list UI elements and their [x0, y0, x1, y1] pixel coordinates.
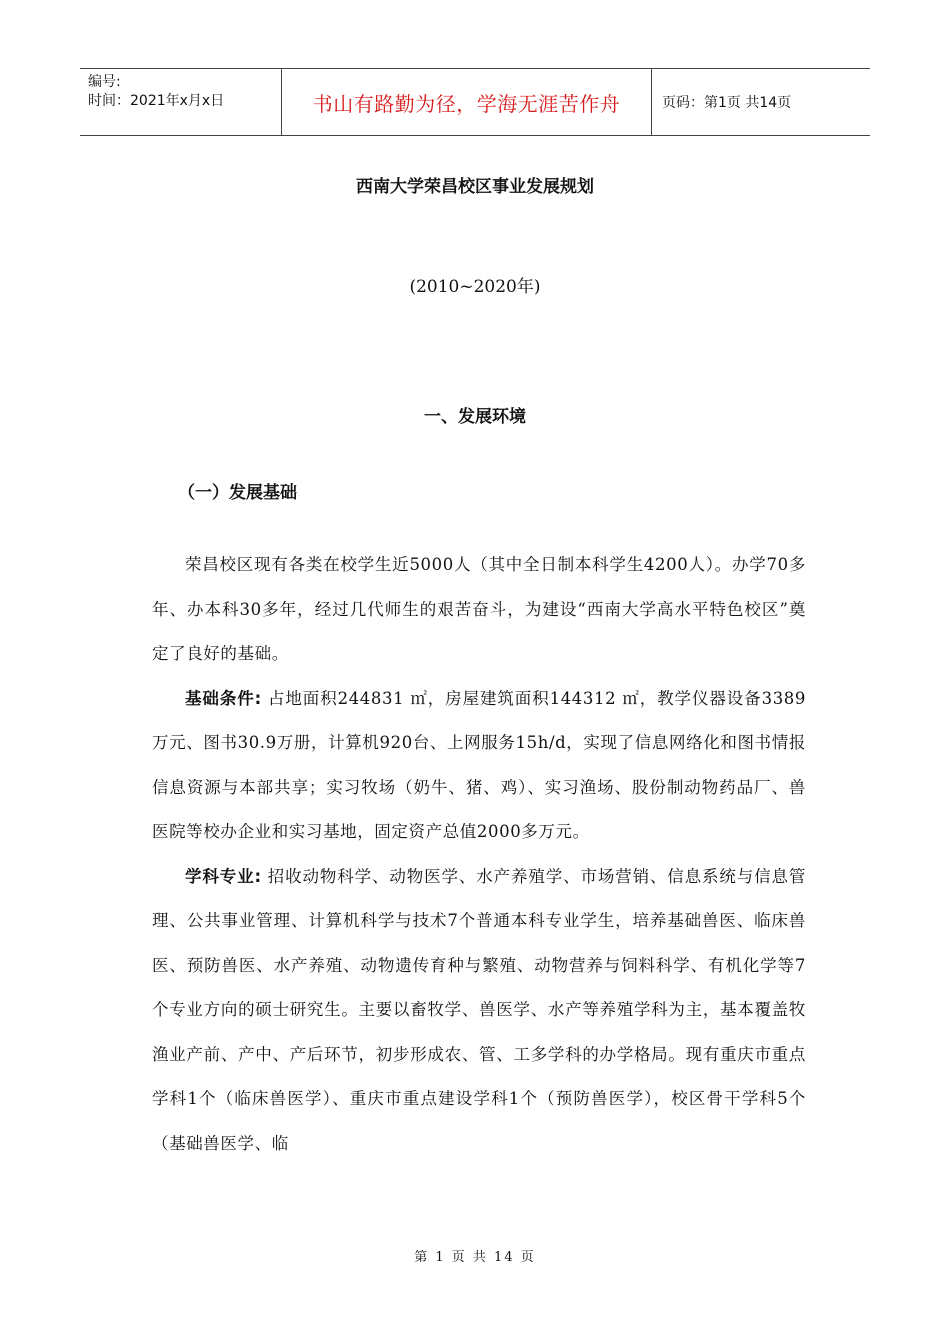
paragraph — [152, 543, 806, 677]
paragraph-text: 招收动物科学、动物医学、水产养殖学、市场营销、信息系统与信息管理、公共事业管理、计算机科学与技术7个普通本科专业学生，培养基础兽医、临床兽医、预防兽医、水产养殖、动物遗传育种与繁殖、动物营养与饲料科学、有机化学等7个专业方向的硕士研究生。主要以畜牧学、兽医学、水产等养殖学科为主，基本覆盖牧渔业产前、产中、产后环节，初步形成农、管、工多学科的办学格局。现有重庆市重点学科1个（临床兽医学）、重庆市重点建设学科1个（预防兽医学），校区骨干学科5个（基础兽医学、临 — [152, 866, 806, 1153]
paragraph-text: 占地面积244831 ㎡，房屋建筑面积144312 ㎡，教学仪器设备3389万元、图书30.9万册，计算机920台、上网服务15h/d，实现了信息网络化和图书情报信息资源与本部共享；实习牧场（奶牛、猪、鸡）、实习渔场、股份制动物药品厂、兽医院等校办企业和实习基地，固定资产总值2000多万元。 — [152, 688, 806, 841]
time-label: 时间：2021年x月x日 — [88, 93, 225, 109]
subsection-heading: （一）发展基础 — [178, 483, 297, 503]
header-left-cell — [80, 69, 282, 135]
section-heading: 一、发展环境 — [424, 407, 526, 427]
page-footer: 第 1 页 共 14 页 — [414, 1250, 536, 1265]
document-title: 西南大学荣昌校区事业发展规划 — [356, 177, 594, 197]
page-code: 页码：第1页 共14页 — [662, 95, 792, 111]
motto: 书山有路勤为径，学海无涯苦作舟 — [282, 69, 652, 135]
paragraph-lead: 基础条件: — [185, 688, 262, 708]
body-text — [152, 543, 806, 1166]
paragraph — [152, 855, 806, 1167]
document-subtitle: (2010~2020年) — [409, 277, 541, 297]
paragraph — [152, 677, 806, 855]
header-table — [80, 68, 870, 136]
paragraph-lead: 学科专业: — [185, 866, 262, 886]
doc-number-label: 编号: — [88, 74, 121, 90]
paragraph-text: 荣昌校区现有各类在校学生近5000人（其中全日制本科学生4200人）。办学70多年、办本科30多年，经过几代师生的艰苦奋斗，为建设“西南大学高水平特色校区”奠定了良好的基础。 — [152, 555, 806, 663]
